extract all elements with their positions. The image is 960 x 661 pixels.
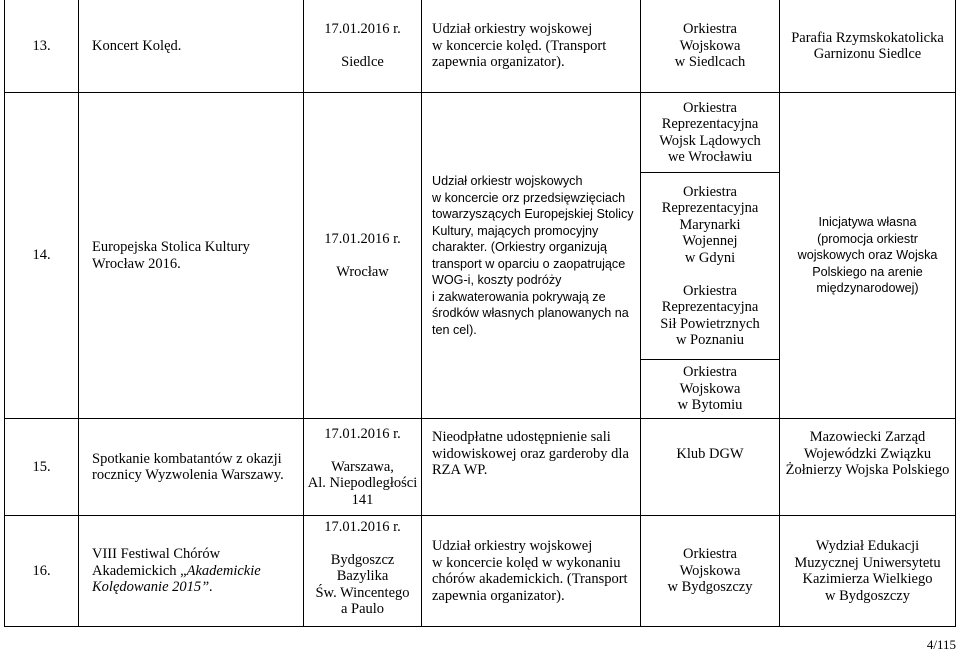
row-14-performer-1: Orkiestra Reprezentacyjna Wojsk Lądowych we Wrocławiu — [659, 99, 761, 165]
page-number: 4/115 — [926, 637, 956, 652]
row-16-event-text: VIII Festiwal Chórów Akademickich „Akademickie Kolędowanie 2015”. — [92, 546, 261, 596]
row-15-no: 15. — [32, 458, 51, 475]
row-14-description: Udział orkiestr wojskowych w koncercie orz przedsięwzięciach towarzyszących Europejskiej Stolicy Kultury, mających promocyjny charakter. (Orkiestry organizują transport w oparciu o zaopatrujące WOG-i, koszty podróży i zakwaterowania pokrywają ze środków własnych planowanych na ten cel). — [432, 174, 634, 337]
row-14-performer-2-3: Orkiestra Reprezentacyjna Marynarki Wojennej w Gdyni Orkiestra Reprezentacyjna Sił Powietrznych w Poznaniu — [660, 183, 760, 348]
grid-line — [4, 626, 956, 627]
row-13-no: 13. — [32, 37, 51, 54]
row-15-performer: Klub DGW — [676, 446, 744, 462]
grid-line — [78, 0, 79, 627]
row-15-event: Spotkanie kombatantów z okazji rocznicy Wyzwolenia Warszawy. — [92, 450, 284, 483]
row-14-event: Europejska Stolica Kultury Wrocław 2016. — [92, 239, 250, 272]
row-15-description: Nieodpłatne udostępnienie sali widowiskowej oraz garderoby dla RZA WP. — [432, 429, 629, 478]
row-16-organizer: Wydział Edukacji Muzycznej Uniwersytetu Kazimierza Wielkiego w Bydgoszczy — [794, 538, 941, 604]
row-13-description: Udział orkiestry wojskowej w koncercie kolęd. (Transport zapewnia organizator). — [432, 21, 607, 71]
event-line-2: Akademickich „Akademickie — [92, 562, 261, 579]
grid-line — [421, 0, 422, 627]
row-13-organizer: Parafia Rzymskokatolicka Garnizonu Siedlce — [791, 29, 944, 62]
row-15-organizer: Mazowiecki Zarząd Wojewódzki Związku Żołnierzy Wojska Polskiego — [785, 429, 950, 478]
row-14-performer-4: Orkiestra Wojskowa w Bytomiu — [677, 364, 743, 414]
row-16-performer: Orkiestra Wojskowa w Bydgoszczy — [667, 546, 753, 596]
row-16-description: Udział orkiestry wojskowej w koncercie kolęd w wykonaniu chórów akademickich. (Transport zapewnia organizator). — [432, 538, 628, 604]
row-13-event: Koncert Kolęd. — [92, 37, 182, 54]
row-14-no: 14. — [32, 247, 51, 264]
row-16-date-place: 17.01.2016 r. Bydgoszcz Bazylika Św. Wincentego a Paulo — [315, 518, 410, 617]
row-13-date-place: 17.01.2016 r. Siedlce — [324, 21, 401, 71]
row-14-date-place: 17.01.2016 r. Wrocław — [324, 230, 401, 280]
row-13-performer: Orkiestra Wojskowa w Siedlcach — [674, 21, 746, 71]
row-15-date-place: 17.01.2016 r. Warszawa, Al. Niepodległości 141 — [307, 425, 418, 508]
grid-line — [955, 0, 956, 627]
row-14-organizer: Inicjatywa własna (promocja orkiestr wojskowych oraz Wojska Polskiego na arenie międzynarodowej) — [797, 215, 938, 296]
row-16-no: 16. — [32, 562, 51, 579]
row-16-event — [92, 516, 300, 626]
